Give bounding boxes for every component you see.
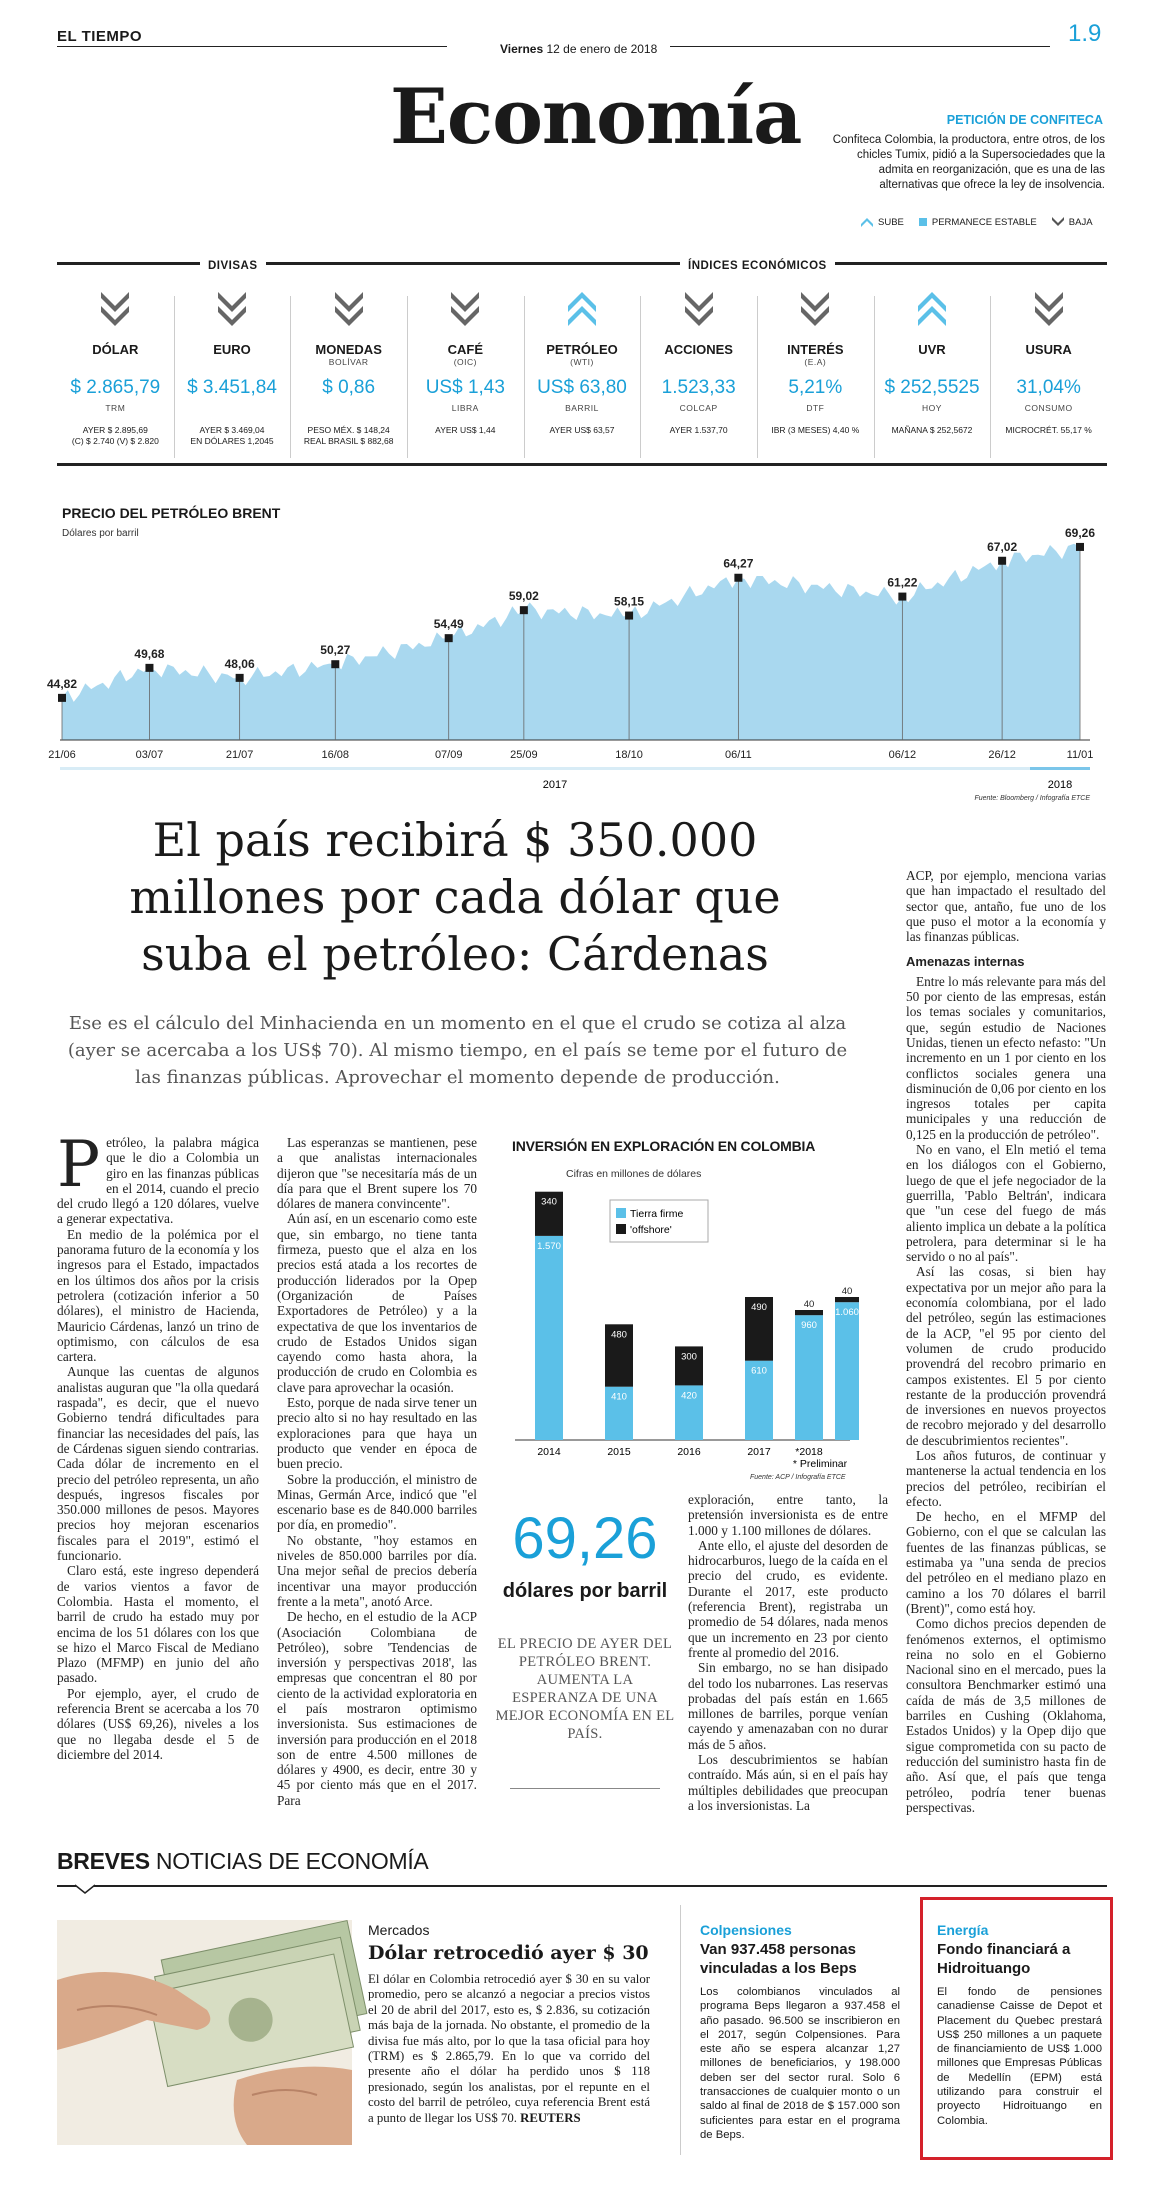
brent-point <box>520 606 528 614</box>
brief-1-headline: Dólar retrocedió ayer $ 30 <box>368 1942 649 1964</box>
brent-tick-label: 03/07 <box>135 749 164 761</box>
brent-tick-label: 06/11 <box>725 749 752 761</box>
brent-chart-title: PRECIO DEL PETRÓLEO BRENT <box>62 505 281 521</box>
indicator-footnote: AYER US$ 63,57 <box>549 425 615 435</box>
indicator-footnote: IBR (3 MESES) 4,40 % <box>771 425 860 435</box>
indicator-footnote: AYER $ 2.895,69 (C) $ 2.740 (V) $ 2.820 <box>71 425 159 446</box>
indicator-name: EURO <box>213 342 251 357</box>
indicator-value: $ 252,5525 <box>884 377 980 398</box>
brent-point <box>998 557 1006 565</box>
inv-bar-label: 1.060 <box>835 1307 859 1319</box>
indicator-footnote: AYER $ 3.469,04 EN DÓLARES 1,2045 <box>190 425 274 446</box>
year-label-2018: 2018 <box>1047 779 1073 791</box>
divisas-heading: DIVISAS <box>200 256 266 274</box>
indicator-name: ACCIONES <box>664 342 733 357</box>
sidebar-note-title: PETICIÓN DE CONFITECA <box>946 113 1103 127</box>
col4-subhead: Amenazas internas <box>906 954 1025 970</box>
year-label-2017: 2017 <box>542 779 568 791</box>
inv-legend-label: 'offshore' <box>630 1224 672 1236</box>
brief-3-headline: Fondo financiará a Hidroituango <box>937 1941 1071 1977</box>
indicator-separator <box>757 296 758 458</box>
indicator-name: INTERÉS <box>787 342 844 357</box>
indicator-euro <box>174 290 291 460</box>
legend-up: SUBE <box>860 216 904 228</box>
inv-bar-label: 40 <box>803 1299 815 1310</box>
brent-point <box>331 660 339 668</box>
inv-bar-label: 480 <box>611 1329 627 1341</box>
col2-paragraph: De hecho, en el estudio de la ACP (Asociación Colombiana de Petróleo), sobre 'Tendencias de inversión y perspectivas 2018', las empresas que concentran el 80 por ciento de la actividad exploratoria en el país mostraron optimismo inversionista. Sus estimaciones de inversión para producción en el 2018 son de entre 4.500 millones de dólares y 4900, es decir, entre 30 y 45 por ciento más que en el 2017. Para <box>277 1609 477 1808</box>
indicator-sub: (OIC) <box>453 357 477 367</box>
brent-tick-label: 07/09 <box>434 749 463 761</box>
date-rest: 12 de enero de 2018 <box>546 42 658 56</box>
masthead: EL TIEMPO <box>57 28 143 45</box>
indicator-monedas <box>290 290 407 460</box>
trend-down-icon <box>1032 290 1066 328</box>
article-column-4 <box>906 868 1106 1815</box>
brent-tick-label: 06/12 <box>888 749 917 761</box>
inv-bar-label: 410 <box>611 1391 627 1403</box>
indicator-acciones <box>640 290 757 460</box>
indicator-separator <box>874 296 875 458</box>
trend-down-icon <box>332 290 366 328</box>
trend-down-icon <box>98 290 132 328</box>
brent-tick-label: 16/08 <box>321 749 350 761</box>
brent-data-label: 64,27 <box>723 556 754 571</box>
dropcap: P <box>57 1128 101 1202</box>
indicator-sub <box>174 357 291 367</box>
indicator-sub <box>874 357 991 367</box>
col4-paragraph: Así las cosas, si bien hay expectativa por un mejor año para la economía colombiana, por el lado del petróleo, según las estimaciones de la ACP, "el 95 por ciento del volumen de crudo producido provendrá del recobro primario en campos existentes. El 5 por ciento restante de la producción provendrá de inversiones en nuevos proyectos de recobro mejorado y del desarrollo de descubrimientos recientes". <box>906 1264 1106 1448</box>
breves-heading: BREVES NOTICIAS DE ECONOMÍA <box>57 1848 429 1874</box>
trend-down-icon <box>448 290 482 328</box>
brent-tick-label: 21/06 <box>48 749 76 761</box>
page-number: 1.9 <box>1068 20 1102 47</box>
brief-1-kicker: Mercados <box>368 1922 430 1938</box>
brent-data-label: 69,26 <box>1064 525 1096 540</box>
investment-chart-source: Fuente: ACP / Infografía ETCE <box>750 1474 846 1481</box>
inv-legend-swatch <box>616 1208 626 1218</box>
indicator-sub: (E.A) <box>804 357 827 367</box>
callout-caption: EL PRECIO DE AYER DEL PETRÓLEO BRENT. AUMENTA LA ESPERANZA DE UNA MEJOR ECONOMÍA EN EL PAÍS. <box>495 1636 675 1742</box>
col1-paragraph: En medio de la polémica por el panorama futuro de la economía y los ingresos para el Estado, impactados en los últimos dos años por la crisis petrolera (cotización inferior a 50 dólares), el ministro de Hacienda, Mauricio Cárdenas, lanzó un trino de optimismo, con cálculos de esa cartera. <box>57 1226 259 1365</box>
indicator-interés <box>757 290 874 460</box>
indicator-name: UVR <box>918 342 946 357</box>
indicator-sub: BOLÍVAR <box>328 357 369 367</box>
col2-paragraph: Aún así, en un escenario como este que, sin embargo, no tiene tanta firmeza, puesto que el alza en los precios está atada a los recortes de producción liderados por la Opep (Organización de Países Exportadores de Petróleo) y a la expectativa de que los inventarios de crudo de Estados Unidos sigan cayendo como hasta ahora, la producción de crudo en Colombia es clave para aprovechar la ocasión. <box>277 1211 477 1395</box>
indicator-value: $ 0,86 <box>322 377 376 398</box>
indicator-unit: CONSUMO <box>1024 403 1073 413</box>
inv-tick-label: 2014 <box>537 1446 561 1458</box>
notch-icon <box>75 1884 95 1894</box>
indicator-unit: DTF <box>806 403 825 413</box>
indicator-unit: LIBRA <box>451 403 479 413</box>
banknotes-photo <box>57 1920 352 2145</box>
col3-paragraph: Ante ello, el ajuste del desorden de hidrocarburos, luego de la caída en el precio del crudo, es evidente. Durante el 2017, este producto (referencia Brent), registraba un promedio de 54 dólares, nada menos que un incremento en 23 por ciento frente al promedio del 2016. <box>688 1537 888 1660</box>
brief-1-body: El dólar en Colombia retrocedió ayer $ 30 en su valor promedio, pero se alcanzó a negociar a precios vistos el 20 de abril del 2017, esto es, $ 2.836, su cotización más baja de la jornada. No obstante, el promedio de la divisa fue más alto, por lo que la tasa oficial para hoy (TRM) es $ 2.865,79. En lo que va corrido del presente año el dólar ha perdido unos $ 118 presionado, según los analistas, por el repunte en el costo del barril de petróleo, cuya referencia Brent está a punto de llegar los US$ 70. REUTERS <box>368 1972 650 2125</box>
inv-bar-label: 1.570 <box>537 1240 561 1252</box>
indicator-separator <box>407 296 408 458</box>
brent-chart <box>46 500 1115 802</box>
indicator-value: 31,04% <box>1016 377 1081 398</box>
col4-paragraph: Entre lo más relevante para más del 50 por ciento de las empresas, están los temas sociales y comunitarios, que, según estudio de Naciones Unidas, tienen un efecto nefasto: "Un incremento en un 1 por ciento en los conflictos sociales genera una disminución de 0,06 por ciento en los ingresos totales per capita municipales y una reducción de 0,125 en la producción de petróleo". <box>906 973 1106 1142</box>
brent-source: Fuente: Bloomberg / Infografía ETCE <box>974 795 1090 802</box>
brief-2-kicker: Colpensiones <box>700 1922 792 1938</box>
indicator-usura <box>990 290 1107 460</box>
date-day: Viernes <box>500 42 544 56</box>
brent-chart-subtitle: Dólares por barril <box>62 528 139 539</box>
inv-legend-swatch <box>616 1224 626 1234</box>
year-band-2018 <box>1030 767 1090 770</box>
article-deck: Ese es el cálculo del Minhacienda en un momento en el que el crudo se cotiza al alza (ayer se acercaba a los US$ 70). Al mismo tiempo, en el país se teme por el futuro de las finanzas públicas. Aprovechar el momento depende de producción. <box>67 1013 848 1088</box>
indicator-unit: BARRIL <box>565 403 599 413</box>
inv-bar-land <box>535 1236 563 1440</box>
indicator-value: 1.523,33 <box>661 377 736 398</box>
col1-paragraph: Claro está, este ingreso dependerá de varios vientos a favor de Colombia. Hasta el momento, el barril de crudo ha estado muy por encima de los 51 dólares con los que se hizo el Marco Fiscal de Mediano Plazo (MFMP) en junio del año pasado. <box>57 1563 259 1686</box>
indicator-separator <box>290 296 291 458</box>
col4-paragraph: Como dichos precios dependen de fenómenos externos, el optimismo reina no solo en el Gobierno Nacional sino en el mercado, pues la consultora Benchmarker estimó una caída de más de 3,5 millones de barriles en Cushing (Oklahoma, Estados Unidos) y la Opep dijo que sigue comprometida con su pacto de reducción del suministro hasta fin de año. Así que, el país que tenga petróleo, podría tener buenas perspectivas. <box>906 1616 1106 1815</box>
col1-paragraph: Por ejemplo, ayer, el crudo de referencia Brent se acercaba a los 70 dólares (US$ 69,26), niveles a los que no llegaba desde el 5 de diciembre del 2014. <box>57 1685 259 1762</box>
section-title: Economía <box>390 72 802 161</box>
legend-down: BAJA <box>1051 216 1093 228</box>
brief-3-kicker: Energía <box>937 1922 989 1938</box>
inv-tick-label: *2018 <box>795 1446 823 1458</box>
col3-paragraph: Sin embargo, no se han disipado del todo los nubarrones. Las reservas probadas del país están en 1.665 millones de barriles, porque venían cayendo y amenazaban con no durar más de 5 años. <box>688 1660 888 1752</box>
article-column-2 <box>277 1135 477 1808</box>
brief-3-body: El fondo de pensiones canadiense Caisse de Depot et Placement du Quebec prestará US$ 250 millones a un paquete de financiamiento de US$ 1.000 millones que Empresas Públicas de Medellín (EPM) está utilizando para construir el proyecto Hidroituango en Colombia. <box>937 1986 1102 2127</box>
brief-2-body: Los colombianos vinculados al programa Beps llegaron a 937.458 el año pasado. 96.500 se inscribieron en el 2017, según Colpensiones. Para este año se espera alcanzar 1,27 millones de beneficiarios, y 198.000 deben ser del sector rural. Solo 6 transacciones de cualquier monto o un saldo al final de 2018 de $ 157.000 son suficientes para estar en el programa de Beps. <box>700 1986 900 2141</box>
col4-paragraph: De hecho, en el MFMP del Gobierno, con el que se calculan las fuentes de las finanzas públicas, se estimaba ya "una senda de precios del petróleo en el mediano plazo en camino a los 70 dólares el barril (Brent)", como está hoy. <box>906 1509 1106 1616</box>
brent-data-label: 61,22 <box>887 575 918 590</box>
money-hands-illustration <box>57 1920 352 2145</box>
brent-data-label: 59,02 <box>508 589 539 604</box>
brent-data-label: 44,82 <box>46 676 78 691</box>
brent-point <box>445 634 453 642</box>
col1-paragraph: Aunque las cuentas de algunos analistas auguran que "la olla quedará raspada", es decir, que el nuevo Gobierno tendrá dificultades para financiar las necesidades del país, las de Cárdenas siguen siendo contrarias. Cada dólar de incremento en el precio del petróleo representa, un año después, ingresos fiscales por 350.000 millones de pesos. Mayores precios hoy mejoran escenarios fiscales para el 2019", estimó el funcionario. <box>57 1364 259 1564</box>
col3-paragraph: exploración, entre tanto, la pretensión inversionista es de entre 1.000 y 1.100 millones de dólares. <box>688 1492 888 1538</box>
dateline <box>500 42 657 56</box>
inv-legend-label: Tierra firme <box>630 1208 684 1220</box>
callout-unit: dólares por barril <box>502 1580 668 1602</box>
brent-data-label: 54,49 <box>433 617 464 632</box>
indicator-footnote: MICROCRÉT. 55,17 % <box>1005 425 1092 435</box>
inv-bar-label: 340 <box>541 1196 557 1208</box>
col2-paragraph: No obstante, "hoy estamos en niveles de 850.000 barriles por día. Una mejor señal de precios debería incentivar una mayor producción frente a la meta", anotó Arce. <box>277 1532 477 1609</box>
brent-tick-label: 26/12 <box>988 749 1016 761</box>
inv-bar-preliminary <box>835 1302 859 1440</box>
brent-tick-label: 25/09 <box>510 749 538 761</box>
trend-down-icon <box>682 290 716 328</box>
trend-down-icon <box>215 290 249 328</box>
brent-data-label: 49,68 <box>134 646 165 661</box>
indicator-name: MONEDAS <box>315 342 382 357</box>
inv-bar-label: 490 <box>751 1302 767 1313</box>
indicator-footnote: PESO MÉX. $ 148,24 REAL BRASIL $ 882,68 <box>303 425 394 446</box>
indicator-name: USURA <box>1025 342 1072 357</box>
indicator-separator <box>174 296 175 458</box>
indicator-sub: (WTI) <box>570 357 594 367</box>
indicator-sub <box>57 357 174 367</box>
brent-point <box>1076 543 1084 551</box>
brent-data-label: 67,02 <box>987 539 1018 554</box>
brent-tick-label: 18/10 <box>615 749 643 761</box>
col3-paragraph: Los descubrimientos se habían contraído. Más aún, si en el país hay múltiples debilidades que preocupan a los inversionistas. La <box>688 1752 888 1813</box>
indicator-sub <box>640 357 757 367</box>
indicator-separator <box>990 296 991 458</box>
col2-paragraph: Sobre la producción, el ministro de Minas, Germán Arce, indicó que "el escenario base es de 840.000 barriles por día, en promedio". <box>277 1471 477 1533</box>
inv-note: * Preliminar <box>792 1458 848 1470</box>
indicator-unit: TRM <box>105 403 126 413</box>
brent-area <box>62 544 1080 740</box>
inv-bar-preliminary-offshore <box>835 1297 859 1302</box>
down-arrow-icon <box>1051 216 1065 228</box>
trend-down-icon <box>798 290 832 328</box>
brent-data-label: 50,27 <box>320 643 351 658</box>
brent-data-label: 48,06 <box>224 656 255 671</box>
indicator-separator <box>640 296 641 458</box>
indicator-dólar <box>57 290 174 460</box>
indicator-name: CAFÉ <box>447 342 484 357</box>
brent-tick-label: 11/01 <box>1066 749 1094 761</box>
investment-chart-title: INVERSIÓN EN EXPLORACIÓN EN COLOMBIA <box>512 1138 816 1154</box>
legend-stable: PERMANECE ESTABLE <box>918 217 1037 228</box>
sidebar-note-body: Confiteca Colombia, la productora, entre otros, de los chicles Tumix, pidió a la Supersociedades que la admita en reorganización, que es una de las alternativas que ofrece la ley de insolvencia. <box>832 134 1105 191</box>
indicator-value: $ 2.865,79 <box>70 377 161 398</box>
inv-tick-label: 2017 <box>747 1446 771 1458</box>
indicator-unit: COLCAP <box>679 403 718 413</box>
indicator-separator <box>524 296 525 458</box>
indicator-uvr <box>874 290 991 460</box>
brief-2-headline: Van 937.458 personas vinculadas a los Beps <box>700 1941 857 1977</box>
indicator-value: 5,21% <box>788 377 843 398</box>
brent-point <box>898 593 906 601</box>
brent-point <box>734 574 742 582</box>
brent-point <box>145 664 153 672</box>
indicator-café <box>407 290 524 460</box>
trend-legend <box>860 216 1093 228</box>
inv-bar-land <box>795 1315 823 1440</box>
inv-bar-label: 420 <box>681 1390 697 1402</box>
indicator-footnote: AYER US$ 1,44 <box>435 425 496 435</box>
col4-paragraph: Los años futuros, de continuar y mantenerse la actual tendencia en los precios del petróleo, recibirían el efecto. <box>906 1447 1106 1509</box>
article-column-1 <box>57 1128 259 1762</box>
indicator-name: PETRÓLEO <box>546 342 618 357</box>
indicator-name: DÓLAR <box>92 342 139 357</box>
indicator-value: US$ 63,80 <box>537 377 627 398</box>
trend-up-icon <box>565 290 599 328</box>
inv-bar-label: 960 <box>801 1320 817 1332</box>
stable-square-icon <box>918 217 928 227</box>
inv-tick-label: 2015 <box>607 1446 631 1458</box>
inv-bar-label: 300 <box>681 1351 697 1363</box>
brent-point <box>58 694 66 702</box>
year-band-2017 <box>60 767 1030 770</box>
up-arrow-icon <box>860 216 874 228</box>
col2-paragraph: Esto, porque de nada sirve tener un precio alto si no hay resultado en las exploraciones para que haya un producto que vender en época de buen precio. <box>277 1395 477 1472</box>
indicator-footnote: MAÑANA $ 252,5672 <box>891 425 973 435</box>
inv-bar-offshore <box>795 1310 823 1315</box>
indicator-sub <box>990 357 1107 367</box>
indicator-value: US$ 1,43 <box>425 377 505 398</box>
brent-tick-label: 21/07 <box>225 749 254 761</box>
col4-intro: ACP, por ejemplo, menciona varias que han impactado el resultado del sector que, antaño, fue uno de los que puso el motor a la economía y las finanzas públicas. <box>906 868 1106 945</box>
col2-paragraph: Las esperanzas se mantienen, pese a que analistas internacionales dijeron que "se necesitaría más de un día para que el Brent supere los 70 dólares de manera convincente". <box>277 1135 477 1212</box>
indicator-unit: HOY <box>922 403 942 413</box>
inv-ylabel: Cifras en millones de dólares <box>566 1168 702 1180</box>
col1-paragraph: etróleo, la palabra mágica que le dio a Colombia un giro en las finanzas públicas en el 2014, cuando el precio del crudo llegó a 120 dólares, vuelve a generar expectativa. <box>57 1135 259 1227</box>
inv-tick-label: 2016 <box>677 1446 701 1458</box>
indicator-petróleo <box>524 290 641 460</box>
callout-number: 69,26 <box>512 1506 658 1571</box>
brent-data-label: 58,15 <box>614 594 645 609</box>
col4-paragraph: No en vano, el Eln metió el tema en los diálogos con el Gobierno, luego de que el jefe negociador de la guerrilla, 'Pablo Beltrán', indicara que "un cese del fuego de más aliento implica un debate a la política petrolera, para determinar si le ha servido o no al país". <box>906 1142 1106 1265</box>
indicator-footnote: AYER 1.537,70 <box>669 425 728 435</box>
inv-bar-label: 40 <box>841 1286 853 1297</box>
investment-chart <box>510 1150 860 1480</box>
trend-up-icon <box>915 290 949 328</box>
brent-point <box>236 674 244 682</box>
article-headline: El país recibirá $ 350.000 millones por cada dólar que suba el petróleo: Cárdenas <box>129 813 781 981</box>
inv-bar-label: 610 <box>751 1365 767 1377</box>
indices-heading: ÍNDICES ECONÓMICOS <box>680 256 835 274</box>
indicator-value: $ 3.451,84 <box>187 377 277 398</box>
brent-point <box>625 612 633 620</box>
article-column-3 <box>688 1492 888 1813</box>
